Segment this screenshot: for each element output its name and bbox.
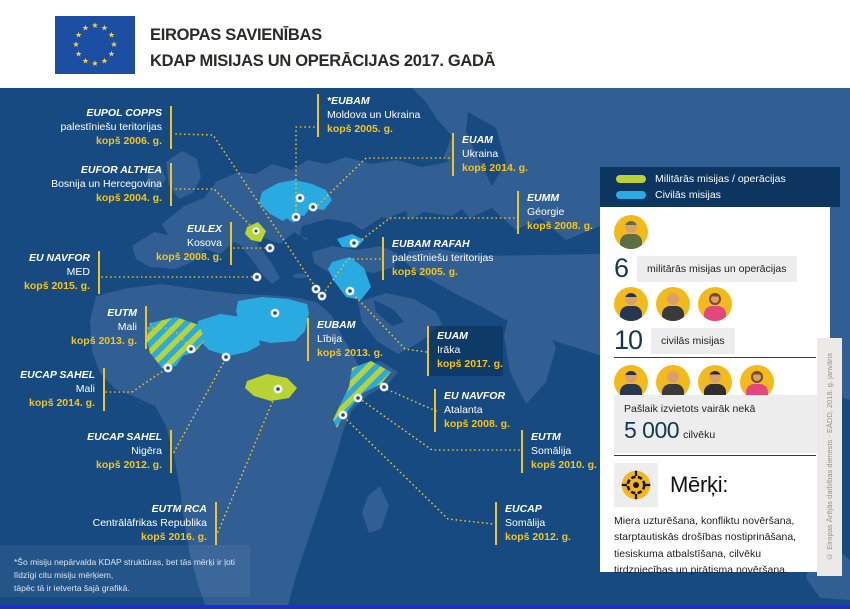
civilian-avatar-row	[614, 287, 732, 321]
police-avatar-icon	[614, 287, 648, 321]
police-avatar-icon	[614, 365, 648, 399]
mission-year: kopš 2017. g.	[437, 358, 503, 371]
military-count-row	[614, 253, 797, 284]
mission-year: kopš 2016. g.	[141, 531, 207, 544]
eu-flag-icon: ★ ★ ★ ★ ★ ★ ★ ★ ★ ★ ★ ★	[55, 16, 135, 74]
deployed-count-box	[614, 395, 818, 453]
military-count: 6	[614, 253, 629, 283]
mission-name: EUBAM RAFAH	[392, 238, 470, 250]
mission-location: Somālija	[531, 445, 572, 458]
mission-name: EU NAVFOR	[444, 390, 506, 402]
mission-label-eutm-somalija	[521, 430, 597, 473]
deployed-intro: Pašlaik izvietots vairāk nekā	[624, 403, 756, 415]
mission-location: Centrālāfrikas Republika	[92, 517, 207, 530]
mission-year: kopš 2012. g.	[96, 459, 162, 472]
military-count-label: militārās misijas un operācijas	[637, 256, 796, 282]
mission-year: kopš 2005. g.	[327, 123, 393, 136]
mission-name: EUTM RCA	[151, 503, 207, 515]
legend-military-row	[616, 173, 840, 185]
title-line-1: EIROPAS SAVIENĪBAS	[150, 26, 322, 44]
civilian-count: 10	[614, 325, 643, 355]
mission-name: EUTM	[531, 431, 561, 443]
mission-name: EUCAP SAHEL	[87, 431, 162, 443]
mission-label-euam-ukraina	[452, 133, 528, 176]
civilian-count-label: civilās misijas	[651, 328, 735, 354]
bald-man-avatar-icon	[656, 287, 690, 321]
mission-location: palestīniešu teritorijas	[392, 252, 494, 265]
mission-label-eucap-somalija	[495, 502, 571, 545]
mission-label-eutm-rca	[93, 502, 217, 545]
civilian-count-row	[614, 325, 735, 356]
mission-year: kopš 2005. g.	[392, 266, 458, 279]
mission-location: Géorgie	[527, 206, 565, 219]
mission-year: kopš 2014. g.	[462, 162, 528, 175]
mission-location: Lībija	[317, 333, 343, 346]
mission-name: EU NAVFOR	[28, 252, 90, 264]
mission-year: kopš 2008. g.	[444, 418, 510, 431]
copyright-text: © Eiropas Ārējās darbības dienests - EĀDD, 2018. g. janvāris	[825, 353, 834, 561]
mission-location: Mali	[117, 321, 137, 334]
mission-name: EUPOL COPPS	[86, 107, 162, 119]
deployed-count: 5 000	[624, 417, 680, 443]
woman-avatar-icon	[740, 365, 774, 399]
mission-label-eulex-kosova	[156, 222, 232, 265]
deployed-avatar-row	[614, 365, 774, 399]
mission-label-eupol-copps	[60, 106, 172, 149]
mission-label-eumm-georgie	[517, 191, 593, 234]
mission-location: Irāka	[437, 344, 461, 357]
mission-label-eubam-libija	[307, 318, 383, 361]
civilian-swatch-icon	[616, 191, 646, 199]
divider	[614, 357, 816, 358]
page-title	[150, 22, 495, 75]
mission-year: kopš 2013. g.	[71, 335, 137, 348]
mission-location: palestīniešu teritorijas	[60, 121, 162, 134]
mission-name: EUAM	[437, 330, 468, 342]
mission-year: kopš 2010. g.	[531, 459, 597, 472]
mission-name: EUAM	[462, 134, 493, 146]
mission-name: *EUBAM	[327, 95, 370, 107]
mission-label-eufor-althea	[51, 163, 172, 206]
mission-year: kopš 2012. g.	[505, 531, 571, 544]
mission-year: kopš 2006. g.	[96, 135, 162, 148]
goals-text: Miera uzturēšana, konfliktu novēršana, starptautiskās drošības nostiprināšana, tiesiskuma atbalstīšana, cilvēku tirdzniecības un pirātisma novēršana.	[614, 515, 797, 576]
bald-man-avatar-icon	[656, 365, 690, 399]
goals-title: Mērķi:	[670, 472, 729, 497]
legend-military-label: Militārās misijas / operācijas	[655, 173, 786, 185]
copyright-strip	[817, 338, 842, 576]
military-avatar-row	[614, 215, 648, 249]
mission-name: EUTM	[107, 307, 137, 319]
footnote-line-1: *Šo misiju nepārvalda KDAP struktūras, bet tās mērķi ir ļoti līdzīgi citu misiju mērķiem,	[14, 557, 235, 580]
mission-location: Ukraina	[462, 148, 499, 161]
mission-label-eubam-moldova-ukraina	[317, 94, 420, 137]
mission-year: kopš 2008. g.	[527, 220, 593, 233]
mission-label-eu-navfor-med	[24, 251, 100, 294]
mission-location: Atalanta	[444, 404, 483, 417]
mission-location: Bosnija un Hercegovina	[51, 178, 162, 191]
mission-location: Moldova un Ukraina	[327, 109, 421, 122]
legend-civilian-label: Civilās misijas	[655, 189, 721, 201]
mission-name: EUCAP SAHEL	[20, 369, 95, 381]
title-line-2: KDAP MISIJAS UN OPERĀCIJAS 2017. GADĀ	[150, 52, 496, 71]
mission-name: EUBAM	[317, 319, 356, 331]
suit-man-avatar-icon	[698, 365, 732, 399]
stats-panel	[600, 207, 830, 576]
bottom-accent-bar	[0, 605, 850, 609]
mission-name: EUMM	[527, 192, 560, 204]
woman-avatar-icon	[698, 287, 732, 321]
mission-year: kopš 2015. g.	[24, 280, 90, 293]
footnote-line-2: tāpēc tā ir ietverta šajā grafikā.	[14, 582, 130, 593]
mission-name: EUCAP	[505, 503, 542, 515]
mission-name: EULEX	[186, 223, 222, 235]
deployed-unit: cilvēku	[683, 429, 716, 441]
mission-location: Kosova	[186, 237, 222, 250]
military-swatch-icon	[616, 175, 646, 183]
goals-header-row	[614, 463, 728, 507]
mission-label-eu-navfor-atalanta	[434, 389, 510, 432]
mission-location: Somālija	[505, 517, 546, 530]
mission-label-eutm-mali	[71, 306, 147, 349]
target-icon	[614, 463, 658, 507]
legend	[600, 167, 840, 207]
mission-label-euam-iraka	[427, 326, 503, 376]
mission-label-eucap-sahel-mali	[20, 368, 105, 411]
mission-year: kopš 2008. g.	[156, 251, 222, 264]
mission-label-eubam-rafah	[382, 237, 494, 280]
mission-year: kopš 2004. g.	[96, 192, 162, 205]
mission-name: EUFOR ALTHEA	[80, 164, 162, 176]
mission-location: Nigēra	[131, 445, 162, 458]
divider	[614, 455, 816, 456]
mission-year: kopš 2013. g.	[317, 347, 383, 360]
mission-label-eucap-sahel-nigera	[87, 430, 172, 473]
footnote	[0, 545, 250, 597]
header	[0, 0, 850, 88]
legend-civilian-row	[616, 189, 840, 201]
soldier-avatar-icon	[614, 215, 648, 249]
mission-location: MED	[66, 266, 90, 279]
mission-location: Mali	[75, 383, 95, 396]
mission-year: kopš 2014. g.	[29, 397, 95, 410]
